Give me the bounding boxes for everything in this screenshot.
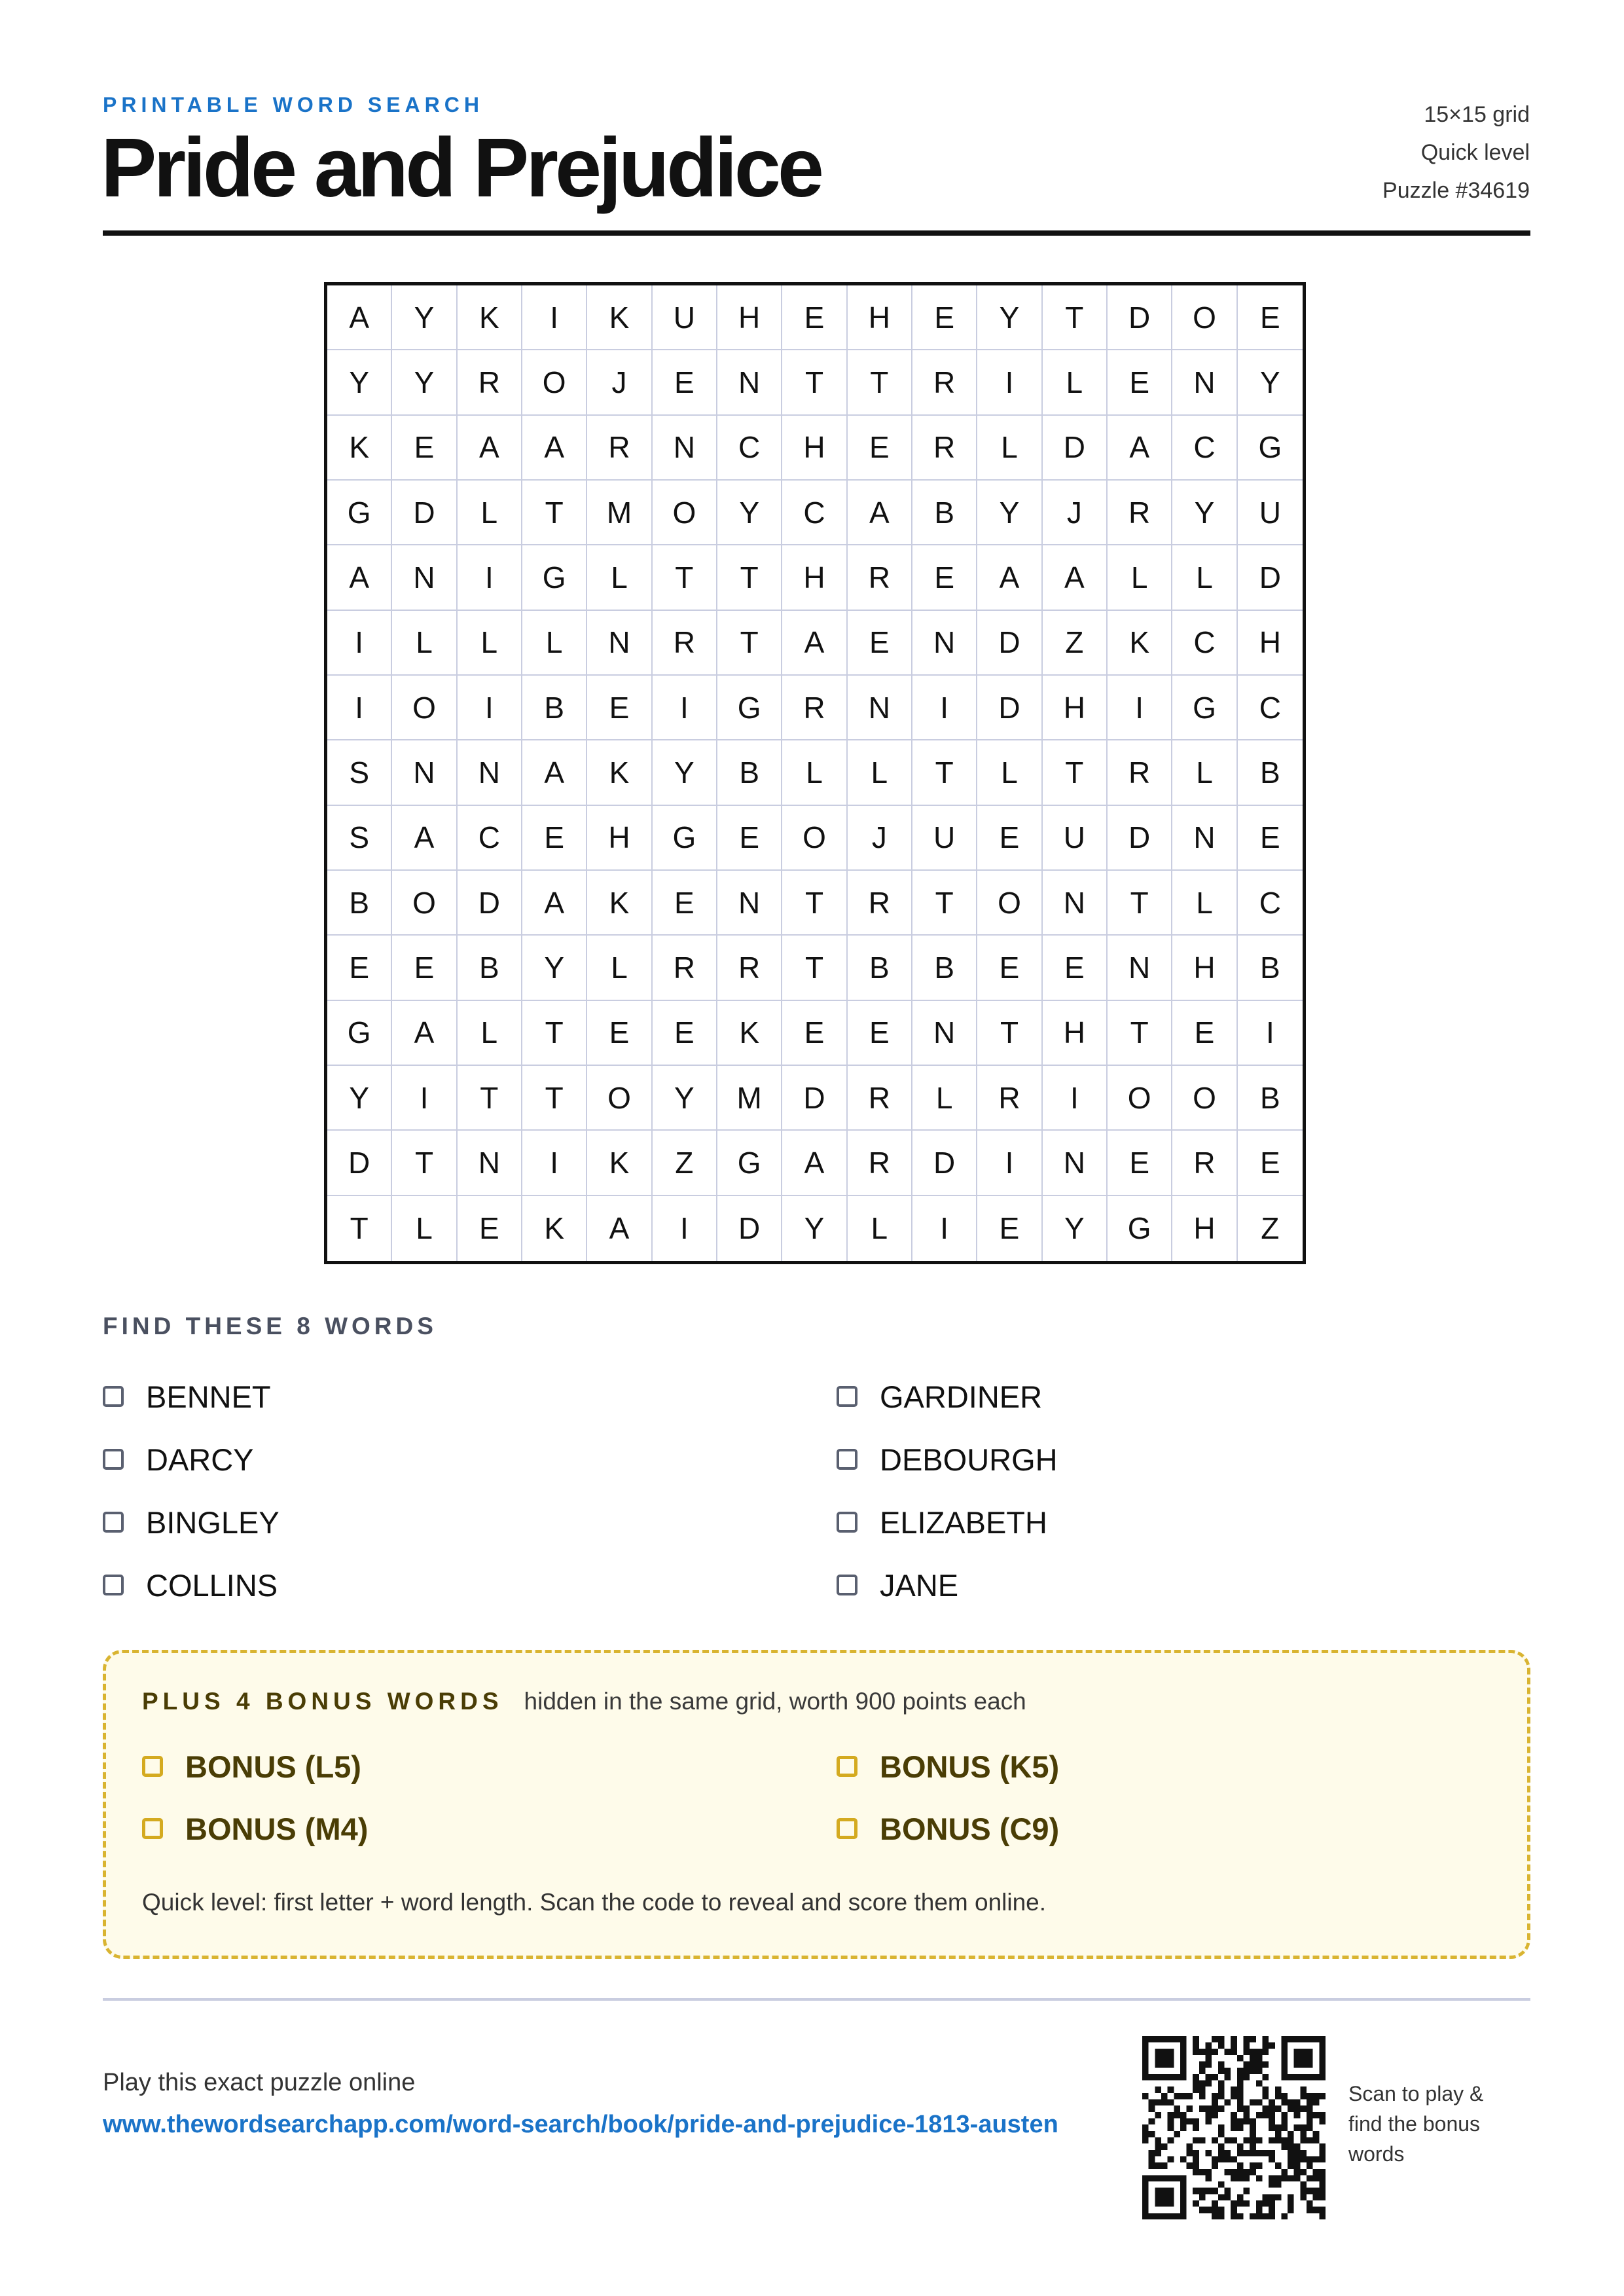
grid-cell[interactable]: R (587, 416, 652, 481)
grid-cell[interactable]: K (1108, 611, 1172, 676)
grid-cell[interactable]: R (458, 350, 522, 415)
grid-cell[interactable]: E (1238, 806, 1303, 871)
grid-cell[interactable]: E (912, 285, 977, 350)
grid-cell[interactable]: G (717, 1131, 782, 1195)
grid-cell[interactable]: H (1043, 676, 1108, 740)
grid-cell[interactable]: E (977, 936, 1042, 1000)
grid-cell[interactable]: A (522, 871, 587, 936)
grid-cell[interactable]: L (458, 611, 522, 676)
puzzle-number-label: Puzzle #34619 (1382, 178, 1530, 203)
eyebrow-label: PRINTABLE WORD SEARCH (103, 93, 484, 117)
qr-caption: Scan to play & find the bonus words (1348, 2082, 1484, 2166)
grid-cell[interactable]: I (653, 1196, 717, 1261)
grid-cell[interactable]: C (717, 416, 782, 481)
grid-cell[interactable]: H (1172, 936, 1237, 1000)
grid-cell[interactable]: B (1238, 1066, 1303, 1131)
grid-cell[interactable]: T (977, 1001, 1042, 1066)
grid-cell[interactable]: Y (717, 481, 782, 545)
grid-cell[interactable]: Y (327, 350, 392, 415)
grid-cell[interactable]: L (458, 1001, 522, 1066)
grid-cell[interactable]: N (392, 740, 457, 805)
grid-cell[interactable]: A (392, 806, 457, 871)
qr-code-icon[interactable] (1142, 2036, 1326, 2219)
grid-cell[interactable]: E (1043, 936, 1108, 1000)
grid-cell[interactable]: Y (977, 285, 1042, 350)
grid-cell[interactable]: E (717, 806, 782, 871)
grid-cell[interactable]: Y (977, 481, 1042, 545)
grid-cell[interactable]: E (587, 1001, 652, 1066)
grid-cell[interactable]: T (1108, 871, 1172, 936)
grid-cell[interactable]: B (912, 481, 977, 545)
grid-cell[interactable]: B (458, 936, 522, 1000)
grid-cell[interactable]: G (1238, 416, 1303, 481)
grid-cell[interactable]: C (1172, 416, 1237, 481)
grid-cell[interactable]: Y (522, 936, 587, 1000)
grid-cell[interactable]: K (587, 871, 652, 936)
grid-cell[interactable]: R (848, 545, 912, 610)
grid-cell[interactable]: E (848, 1001, 912, 1066)
word-item-elizabeth[interactable] (837, 1503, 1047, 1542)
grid-cell[interactable]: Z (653, 1131, 717, 1195)
grid-cell[interactable]: D (1043, 416, 1108, 481)
bonus-label: BONUS (C9) (880, 1811, 1060, 1846)
grid-cell[interactable]: H (1172, 1196, 1237, 1261)
grid-cell[interactable]: T (653, 545, 717, 610)
grid-cell[interactable]: T (522, 1001, 587, 1066)
grid-cell[interactable]: I (458, 676, 522, 740)
grid-cell[interactable]: R (653, 611, 717, 676)
grid-cell[interactable]: J (587, 350, 652, 415)
grid-cell[interactable]: A (522, 740, 587, 805)
grid-cell[interactable]: M (587, 481, 652, 545)
word-label: DEBOURGH (880, 1442, 1058, 1477)
grid-cell[interactable]: R (782, 676, 847, 740)
grid-cell[interactable]: R (977, 1066, 1042, 1131)
grid-cell[interactable]: E (782, 285, 847, 350)
grid-cell[interactable]: Z (1043, 611, 1108, 676)
grid-cell[interactable]: L (848, 740, 912, 805)
word-label: ELIZABETH (880, 1504, 1047, 1540)
grid-cell[interactable]: L (1172, 545, 1237, 610)
grid-cell[interactable]: H (782, 545, 847, 610)
grid-cell[interactable]: L (912, 1066, 977, 1131)
grid-cell[interactable]: E (912, 545, 977, 610)
grid-cell[interactable]: A (848, 481, 912, 545)
grid-cell[interactable]: H (587, 806, 652, 871)
grid-cell[interactable]: K (717, 1001, 782, 1066)
grid-cell[interactable]: T (392, 1131, 457, 1195)
grid-cell[interactable]: D (1108, 806, 1172, 871)
grid-cell[interactable]: E (848, 416, 912, 481)
grid-cell[interactable]: H (848, 285, 912, 350)
bonus-note: Quick level: first letter + word length. Scan the code to reveal and score them online. (142, 1889, 1047, 1916)
grid-cell[interactable]: A (327, 285, 392, 350)
grid-cell[interactable]: I (977, 350, 1042, 415)
grid-cell[interactable]: T (782, 936, 847, 1000)
checkbox-icon[interactable] (837, 1575, 857, 1595)
checkbox-icon[interactable] (142, 1756, 163, 1777)
grid-cell[interactable]: T (912, 740, 977, 805)
word-item-collins[interactable] (103, 1565, 278, 1605)
grid-cell[interactable]: A (977, 545, 1042, 610)
grid-cell[interactable]: N (1043, 871, 1108, 936)
grid-cell[interactable]: O (653, 481, 717, 545)
grid-cell[interactable]: E (653, 1001, 717, 1066)
grid-cell[interactable]: D (977, 676, 1042, 740)
grid-cell[interactable]: K (587, 1131, 652, 1195)
grid-cell[interactable]: B (717, 740, 782, 805)
checkbox-icon[interactable] (103, 1386, 124, 1407)
grid-cell[interactable]: T (1108, 1001, 1172, 1066)
grid-cell[interactable]: U (653, 285, 717, 350)
word-label: DARCY (146, 1442, 254, 1477)
grid-cell[interactable]: O (392, 871, 457, 936)
bonus-label: BONUS (K5) (880, 1749, 1060, 1784)
grid-cell[interactable]: D (717, 1196, 782, 1261)
grid-cell[interactable]: T (717, 611, 782, 676)
grid-cell[interactable]: G (653, 806, 717, 871)
grid-cell[interactable]: I (458, 545, 522, 610)
grid-cell[interactable]: R (653, 936, 717, 1000)
grid-cell[interactable]: Y (1172, 481, 1237, 545)
grid-cell[interactable]: T (458, 1066, 522, 1131)
grid-cell[interactable]: C (458, 806, 522, 871)
grid-cell[interactable]: U (1238, 481, 1303, 545)
grid-cell[interactable]: N (653, 416, 717, 481)
grid-cell[interactable]: N (1172, 350, 1237, 415)
grid-cell[interactable]: L (392, 1196, 457, 1261)
grid-cell[interactable]: D (327, 1131, 392, 1195)
grid-cell[interactable]: T (327, 1196, 392, 1261)
footer-divider (103, 1998, 1530, 2001)
grid-cell[interactable]: O (587, 1066, 652, 1131)
grid-cell[interactable]: O (1172, 1066, 1237, 1131)
grid-cell[interactable]: E (653, 350, 717, 415)
grid-cell[interactable]: L (587, 545, 652, 610)
grid-cell[interactable]: A (1108, 416, 1172, 481)
grid-cell[interactable]: G (1172, 676, 1237, 740)
grid-cell[interactable]: N (1172, 806, 1237, 871)
grid-cell[interactable]: B (327, 871, 392, 936)
grid-cell[interactable]: N (458, 740, 522, 805)
grid-cell[interactable]: R (912, 416, 977, 481)
grid-cell[interactable]: E (977, 1196, 1042, 1261)
grid-cell[interactable]: D (1238, 545, 1303, 610)
page-title: Pride and Prejudice (101, 121, 821, 215)
grid-cell[interactable]: E (1108, 1131, 1172, 1195)
header-divider (103, 230, 1530, 236)
grid-cell[interactable]: E (653, 871, 717, 936)
grid-cell[interactable]: A (587, 1196, 652, 1261)
grid-cell[interactable]: H (1238, 611, 1303, 676)
bonus-header (142, 1688, 1026, 1715)
grid-cell[interactable]: A (1043, 545, 1108, 610)
grid-cell[interactable]: D (782, 1066, 847, 1131)
checkbox-icon[interactable] (837, 1449, 857, 1470)
words-heading: FIND THESE 8 WORDS (103, 1313, 437, 1339)
grid-size-label: 15×15 grid (1424, 102, 1530, 127)
grid-cell[interactable]: T (1043, 285, 1108, 350)
grid-cell[interactable]: N (1043, 1131, 1108, 1195)
grid-cell[interactable]: Y (1043, 1196, 1108, 1261)
grid-cell[interactable]: A (392, 1001, 457, 1066)
puzzle-meta (1382, 96, 1530, 210)
word-item-jane[interactable] (837, 1565, 958, 1605)
grid-cell[interactable]: H (782, 416, 847, 481)
level-label: Quick level (1420, 140, 1530, 165)
word-label: BINGLEY (146, 1504, 280, 1540)
word-label: COLLINS (146, 1567, 278, 1603)
grid-cell[interactable]: I (977, 1131, 1042, 1195)
grid-cell[interactable]: U (912, 806, 977, 871)
grid-cell[interactable]: O (782, 806, 847, 871)
word-item-bennet[interactable] (103, 1377, 271, 1416)
bonus-item-c9[interactable] (837, 1809, 1059, 1848)
grid-cell[interactable]: R (1172, 1131, 1237, 1195)
grid-cell[interactable]: G (1108, 1196, 1172, 1261)
grid-cell[interactable]: L (977, 740, 1042, 805)
grid-cell[interactable]: I (327, 676, 392, 740)
checkbox-icon[interactable] (837, 1756, 857, 1777)
grid-cell[interactable]: O (1108, 1066, 1172, 1131)
grid-cell[interactable]: Y (653, 740, 717, 805)
bonus-label: BONUS (L5) (185, 1749, 361, 1784)
grid-cell[interactable]: N (717, 871, 782, 936)
grid-cell[interactable]: S (327, 806, 392, 871)
grid-cell[interactable]: B (1238, 936, 1303, 1000)
bonus-item-m4[interactable] (142, 1809, 368, 1848)
grid-cell[interactable]: B (1238, 740, 1303, 805)
grid-cell[interactable]: I (522, 1131, 587, 1195)
grid-cell[interactable]: C (1238, 871, 1303, 936)
grid-cell[interactable]: J (848, 806, 912, 871)
checkbox-icon[interactable] (837, 1512, 857, 1533)
grid-cell[interactable]: N (458, 1131, 522, 1195)
grid-cell[interactable]: L (392, 611, 457, 676)
grid-cell[interactable]: R (848, 871, 912, 936)
grid-cell[interactable]: A (458, 416, 522, 481)
grid-cell[interactable]: E (1238, 285, 1303, 350)
grid-cell[interactable]: E (327, 936, 392, 1000)
grid-cell[interactable]: D (458, 871, 522, 936)
grid-cell[interactable]: R (848, 1131, 912, 1195)
grid-cell[interactable]: Z (1261, 1211, 1280, 1246)
grid-cell[interactable]: N (912, 611, 977, 676)
grid-cell[interactable]: T (848, 350, 912, 415)
grid-cell[interactable]: L (458, 481, 522, 545)
grid-cell[interactable]: L (1172, 871, 1237, 936)
grid-cell[interactable]: E (392, 416, 457, 481)
word-item-bingley[interactable] (103, 1503, 280, 1542)
grid-cell[interactable]: N (587, 611, 652, 676)
grid-cell[interactable]: N (848, 676, 912, 740)
grid-cell[interactable]: E (782, 1001, 847, 1066)
grid-cell[interactable]: B (848, 936, 912, 1000)
grid-cell[interactable]: T (717, 545, 782, 610)
grid-cell[interactable]: M (717, 1066, 782, 1131)
grid-cell[interactable]: I (653, 676, 717, 740)
grid-cell[interactable]: Y (392, 285, 457, 350)
grid-cell[interactable]: I (912, 676, 977, 740)
grid-cell[interactable]: I (522, 285, 587, 350)
checkbox-icon[interactable] (103, 1575, 124, 1595)
grid-cell[interactable]: C (782, 481, 847, 545)
grid-cell[interactable]: Y (653, 1066, 717, 1131)
grid-cell[interactable]: A (782, 611, 847, 676)
grid-cell[interactable]: C (1172, 611, 1237, 676)
grid-cell[interactable]: R (848, 1066, 912, 1131)
grid-cell[interactable]: Y (392, 350, 457, 415)
grid-cell[interactable]: J (1043, 481, 1108, 545)
grid-cell[interactable]: A (522, 416, 587, 481)
grid-cell[interactable]: Y (327, 1066, 392, 1131)
grid-cell[interactable]: T (782, 350, 847, 415)
grid-cell[interactable]: O (1172, 285, 1237, 350)
grid-cell[interactable]: K (587, 285, 652, 350)
word-item-gardiner[interactable] (837, 1377, 1042, 1416)
checkbox-icon[interactable] (142, 1818, 163, 1839)
grid-cell[interactable]: B (522, 676, 587, 740)
grid-cell[interactable]: D (392, 481, 457, 545)
word-label: BENNET (146, 1379, 271, 1414)
grid-cell[interactable]: A (782, 1131, 847, 1195)
grid-cell[interactable]: T (1043, 740, 1108, 805)
grid-cell[interactable]: D (1108, 285, 1172, 350)
grid-cell[interactable]: I (392, 1066, 457, 1131)
grid-cell[interactable]: E (977, 806, 1042, 871)
grid-cell[interactable]: R (717, 936, 782, 1000)
grid-cell[interactable]: G (327, 481, 392, 545)
word-item-debourgh[interactable] (837, 1440, 1058, 1479)
bonus-title: PLUS 4 BONUS WORDS (142, 1688, 503, 1715)
grid-cell[interactable]: D (912, 1131, 977, 1195)
grid-cell[interactable]: K (587, 740, 652, 805)
grid-cell[interactable]: R (1108, 481, 1172, 545)
grid-cell[interactable]: B (912, 936, 977, 1000)
grid-cell[interactable]: I (1238, 1001, 1303, 1066)
bonus-subtitle: hidden in the same grid, worth 900 points each (524, 1688, 1026, 1715)
grid-cell[interactable]: C (1238, 676, 1303, 740)
checkbox-icon[interactable] (103, 1449, 124, 1470)
grid-cell[interactable]: E (392, 936, 457, 1000)
letter-grid[interactable] (324, 282, 1306, 1264)
grid-cell[interactable]: H (1043, 1001, 1108, 1066)
word-label: JANE (880, 1567, 959, 1603)
grid-cell[interactable]: I (912, 1196, 977, 1261)
grid-cell[interactable]: I (1043, 1066, 1108, 1131)
grid-cell[interactable]: T (782, 871, 847, 936)
play-online-label: Play this exact puzzle online (103, 2069, 416, 2096)
checkbox-icon[interactable] (103, 1512, 124, 1533)
bonus-label: BONUS (M4) (185, 1811, 369, 1846)
grid-cell[interactable]: O (977, 871, 1042, 936)
grid-cell[interactable]: L (1172, 740, 1237, 805)
grid-cell[interactable]: G (522, 545, 587, 610)
grid-cell[interactable]: H (717, 285, 782, 350)
grid-cell[interactable]: L (848, 1196, 912, 1261)
grid-cell[interactable]: E (1172, 1001, 1237, 1066)
grid-cell[interactable]: I (327, 611, 392, 676)
grid-cell[interactable]: E (1108, 350, 1172, 415)
word-item-darcy[interactable] (103, 1440, 254, 1479)
grid-cell[interactable]: R (1108, 740, 1172, 805)
grid-cell[interactable]: E (587, 676, 652, 740)
grid-cell[interactable]: D (977, 611, 1042, 676)
grid-cell[interactable]: Y (782, 1196, 847, 1261)
grid-cell[interactable]: I (1108, 676, 1172, 740)
grid-cell[interactable]: T (522, 481, 587, 545)
grid-cell[interactable]: L (1108, 545, 1172, 610)
checkbox-icon[interactable] (837, 1818, 857, 1839)
grid-cell[interactable]: O (522, 350, 587, 415)
grid-cell[interactable]: L (522, 611, 587, 676)
grid-cell[interactable]: E (522, 806, 587, 871)
grid-cell[interactable]: K (522, 1196, 587, 1261)
grid-cell[interactable]: E (1238, 1131, 1303, 1195)
grid-cell[interactable]: Y (1238, 350, 1303, 415)
grid-cell[interactable]: K (458, 285, 522, 350)
bonus-item-l5[interactable] (142, 1747, 361, 1786)
grid-cell[interactable]: K (327, 416, 392, 481)
grid-cell[interactable]: U (1043, 806, 1108, 871)
grid-cell[interactable]: R (912, 350, 977, 415)
grid-cell[interactable]: T (522, 1066, 587, 1131)
bonus-item-k5[interactable] (837, 1747, 1059, 1786)
puzzle-url-link[interactable]: www.thewordsearchapp.com/word-search/book/pride-and-prejudice-1813-austen (103, 2111, 1058, 2138)
grid-cell[interactable]: N (717, 350, 782, 415)
grid-cell[interactable]: G (327, 1001, 392, 1066)
grid-cell[interactable]: N (1108, 936, 1172, 1000)
word-label: GARDINER (880, 1379, 1043, 1414)
grid-cell[interactable]: E (848, 611, 912, 676)
grid-cell[interactable]: T (912, 871, 977, 936)
grid-cell[interactable]: O (392, 676, 457, 740)
grid-cell[interactable]: L (1043, 350, 1108, 415)
grid-cell[interactable]: N (392, 545, 457, 610)
grid-cell[interactable]: L (977, 416, 1042, 481)
grid-cell[interactable]: L (782, 740, 847, 805)
grid-cell[interactable]: L (587, 936, 652, 1000)
grid-cell[interactable]: N (912, 1001, 977, 1066)
grid-cell[interactable]: E (458, 1196, 522, 1261)
grid-cell[interactable]: A (327, 545, 392, 610)
checkbox-icon[interactable] (837, 1386, 857, 1407)
grid-cell[interactable]: G (717, 676, 782, 740)
grid-cell[interactable]: S (327, 740, 392, 805)
